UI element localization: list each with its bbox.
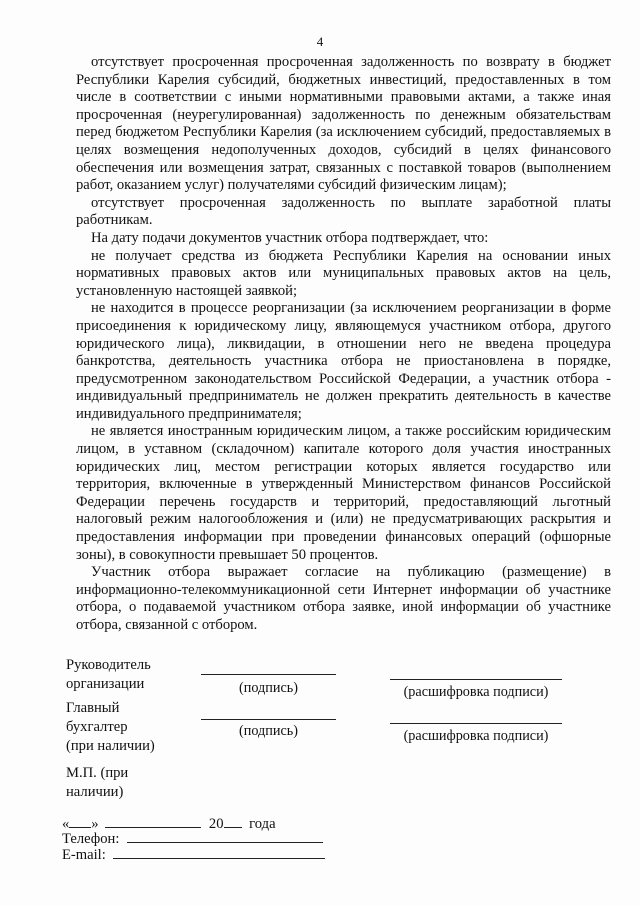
accountant-signature-caption: (подпись) xyxy=(239,723,298,739)
paragraph-not-foreign-entity: не является иностранным юридическим лицом, а также российским юридическим лицом, в уставном (складочном) капитале которого доля участия иностранных юридических лиц, местом регистрации которых является государство или территория, включенные в утвержденный Министерством финансов Российской Федерации перечень государств и территорий, предоставляющий льготный налоговый режим налогообложения и (или) не предусматривающих раскрытия и предоставления информации при проведении финансовых операций (офшорные зоны), в совокупности превышает 50 процентов. xyxy=(76,423,611,563)
head-label-line-1: Руководитель xyxy=(66,657,151,673)
email-field[interactable] xyxy=(113,846,325,859)
accountant-label-line-3: (при наличии) xyxy=(66,738,155,754)
paragraph-no-other-funds: не получает средства из бюджета Республики Карелия на основании иных нормативных правовых актов или муниципальных правовых актов на цель, установленную настоящей заявкой; xyxy=(76,247,611,299)
accountant-signature-line[interactable] xyxy=(201,719,336,720)
paragraph-no-overdue-debt: отсутствует просроченная просроченная задолженность по возврату в бюджет Республики Карелия субсидий, бюджетных инвестиций, предоставленных в том числе в соответствии с иными нормативными правовыми актами, а также иная просроченная (неурегулированная) задолженность по денежным обязательствам перед бюджетом Республики Карелия (за исключением субсидий, предоставляемых в целях возмещения недополученных доходов, субсидий в целях финансового обеспечения или возмещения затрат, связанных с поставкой товаров (выполнением работ, оказанием услуг) получателями субсидий физическим лицам); xyxy=(76,54,611,194)
accountant-label-line-1: Главный xyxy=(66,700,120,716)
date-year-field[interactable] xyxy=(224,815,242,828)
head-signature-caption: (подпись) xyxy=(239,680,298,696)
date-open-quote: « xyxy=(62,816,70,832)
email-row xyxy=(62,846,325,864)
date-month-field[interactable] xyxy=(105,815,201,828)
phone-field[interactable] xyxy=(127,830,323,843)
head-label xyxy=(66,656,151,694)
accountant-label-line-2: бухгалтер xyxy=(66,719,128,735)
email-label: E-mail: xyxy=(62,847,106,863)
head-signature-line[interactable] xyxy=(201,674,336,675)
stamp-label xyxy=(66,764,128,802)
date-year-prefix: 20 xyxy=(208,816,224,832)
accountant-decoding-caption: (расшифровка подписи) xyxy=(403,728,549,744)
paragraph-confirmation-intro: На дату подачи документов участник отбора подтверждает, что: xyxy=(91,229,489,246)
stamp-label-line-1: М.П. (при xyxy=(66,765,129,781)
accountant-decoding-line[interactable] xyxy=(390,723,562,724)
page-number: 4 xyxy=(316,34,324,49)
accountant-label xyxy=(66,699,155,756)
paragraph-publication-consent: Участник отбора выражает согласие на публикацию (размещение) в информационно-телекоммуникационной сети Интернет информации об участнике отбора, о подаваемой участником отбора заявке, иной информации об участнике отбора, связанной с отбором. xyxy=(76,564,611,633)
date-year-word: года xyxy=(249,816,276,832)
paragraph-no-salary-debt: отсутствует просроченная задолженность по выплате заработной платы работникам. xyxy=(76,194,611,229)
head-decoding-line[interactable] xyxy=(390,679,562,680)
stamp-label-line-2: наличии) xyxy=(66,784,124,800)
paragraph-no-reorganization: не находится в процессе реорганизации (за исключением реорганизации в форме присоединения к юридическому лицу, являющемуся участником отбора, другого юридического лица), ликвидации, в отношении него не введена процедура банкротства, деятельность участника отбора не приостановлена в порядке, предусмотренном законодательством Российской Федерации, а участник отбора - индивидуальный предприниматель не должен прекратить деятельность в качестве индивидуального предпринимателя; xyxy=(76,300,611,422)
document-body xyxy=(76,54,611,635)
date-close-quote: » xyxy=(91,816,99,832)
head-label-line-2: организации xyxy=(66,676,145,692)
phone-label: Телефон: xyxy=(62,831,120,847)
head-decoding-caption: (расшифровка подписи) xyxy=(403,684,549,700)
date-day-field[interactable] xyxy=(69,815,91,828)
